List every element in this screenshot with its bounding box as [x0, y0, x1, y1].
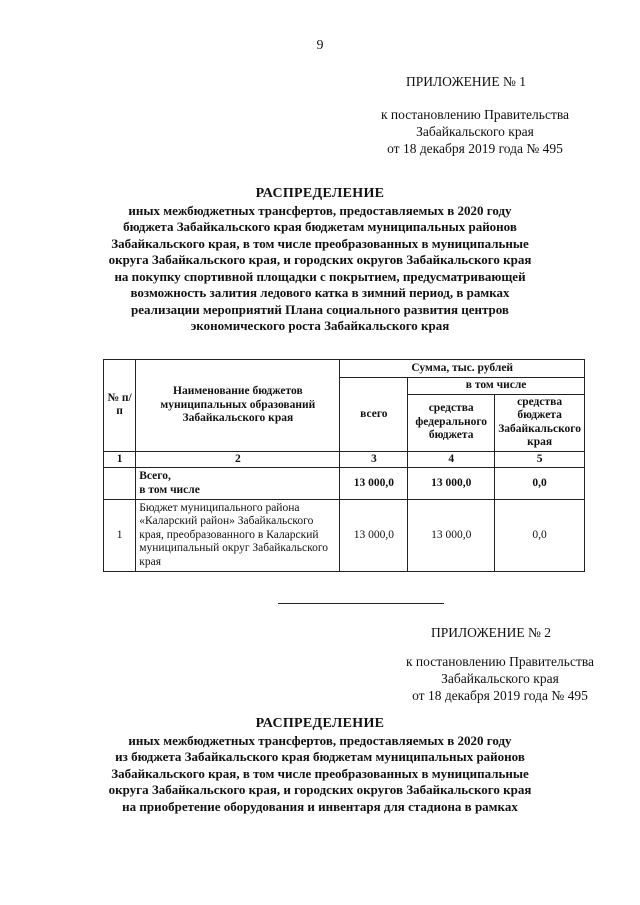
- appendix-1-line2: Забайкальского края: [416, 124, 534, 139]
- appendix-1-reference: [340, 106, 610, 157]
- total-all: 13 000,0: [340, 468, 408, 500]
- column-numbers-row: [104, 451, 585, 468]
- distribution-title-1: [95, 186, 545, 335]
- appendix-1-heading: ПРИЛОЖЕНИЕ № 1: [406, 74, 527, 89]
- header-federal: средства федерального бюджета: [408, 394, 495, 451]
- title-1-line: на покупку спортивной площадки с покрытием, предусматривающей: [114, 268, 526, 284]
- page-number: 9: [316, 38, 324, 53]
- title-1-line: Забайкальского края, в том числе преобразованных в муниципальные: [111, 235, 529, 251]
- row-total: 13 000,0: [340, 500, 408, 572]
- title-1-line: округа Забайкальского края, и городских округов Забайкальского края: [108, 252, 532, 267]
- appendix-2-line3: от 18 декабря 2019 года № 495: [412, 688, 588, 703]
- header-including: в том числе: [408, 378, 585, 395]
- title-2-line: иных межбюджетных трансфертов, предоставляемых в 2020 году: [128, 732, 512, 748]
- row-number: 1: [104, 500, 136, 572]
- row-federal: 13 000,0: [408, 500, 495, 572]
- title-2-line: Забайкальского края, в том числе преобразованных в муниципальные: [111, 765, 529, 781]
- row-budget-name: Бюджет муниципального района «Каларский район» Забайкальского края, преобразованного в Каларский муниципальный округ Забайкальского края: [136, 500, 340, 572]
- appendix-2-heading: ПРИЛОЖЕНИЕ № 2: [431, 625, 552, 640]
- distribution-title-2: [95, 716, 545, 815]
- title-1-line: иных межбюджетных трансфертов, предоставляемых в 2020 году: [128, 202, 512, 218]
- title-1-line: экономического роста Забайкальского края: [190, 318, 450, 333]
- appendix-2-reference: [365, 653, 635, 704]
- total-federal: 13 000,0: [408, 468, 495, 500]
- appendix-2-line2: Забайкальского края: [441, 671, 559, 686]
- total-row-number: [104, 468, 136, 500]
- distribution-heading-2: РАСПРЕДЕЛЕНИЕ: [255, 716, 385, 731]
- column-number: 2: [136, 451, 340, 468]
- title-2-line: из бюджета Забайкальского края бюджетам муниципальных районов: [115, 749, 525, 764]
- header-sum: Сумма, тыс. рублей: [340, 360, 585, 378]
- column-number: 4: [408, 451, 495, 468]
- total-label-b: в том числе: [139, 483, 200, 496]
- header-number: № п/п: [104, 360, 136, 452]
- separator-line: [278, 603, 444, 604]
- appendix-1-line1: к постановлению Правительства: [380, 107, 570, 122]
- header-budget-name: Наименование бюджетов муниципальных образований Забайкальского края: [136, 360, 340, 452]
- total-regional: 0,0: [495, 468, 585, 500]
- appendix-2-line1: к постановлению Правительства: [405, 654, 595, 669]
- total-label-a: Всего,: [139, 470, 171, 482]
- distribution-heading-1: РАСПРЕДЕЛЕНИЕ: [255, 186, 385, 201]
- column-number: 5: [495, 451, 585, 468]
- header-total: всего: [340, 378, 408, 452]
- title-1-line: возможность залития ледового катка в зимний период, в рамках: [130, 285, 510, 300]
- row-regional: 0,0: [495, 500, 585, 572]
- column-number: 1: [104, 451, 136, 468]
- total-row: [104, 468, 585, 500]
- title-1-line: бюджета Забайкальского края бюджетам муниципальных районов: [123, 219, 517, 234]
- title-2-line: округа Забайкальского края, и городских округов Забайкальского края: [108, 782, 532, 797]
- title-2-line: на приобретение оборудования и инвентаря для стадиона в рамках: [122, 798, 518, 814]
- header-regional: средства бюджета Забайкальского края: [495, 394, 585, 451]
- table-row: [104, 500, 585, 572]
- distribution-table: [103, 359, 585, 572]
- column-number: 3: [340, 451, 408, 468]
- total-row-label: [136, 468, 340, 500]
- title-1-line: реализации мероприятий Плана социального развития центров: [131, 301, 509, 317]
- appendix-1-line3: от 18 декабря 2019 года № 495: [387, 141, 563, 156]
